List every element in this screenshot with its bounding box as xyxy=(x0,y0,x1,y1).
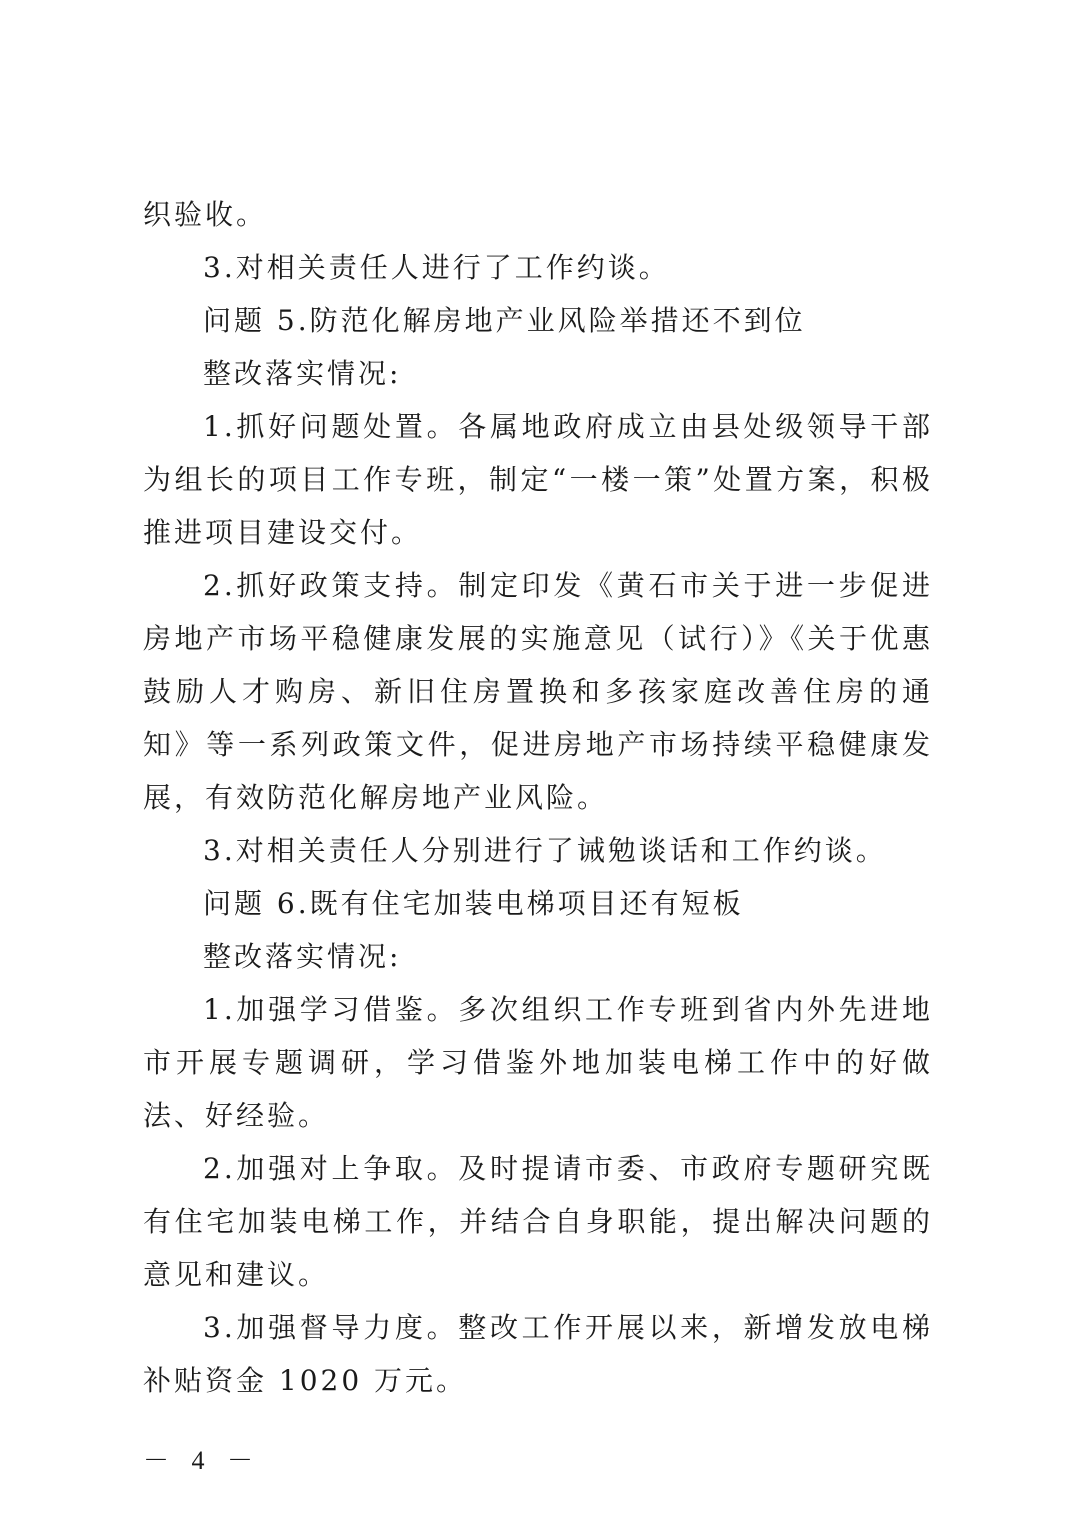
paragraph: 3.对相关责任人分别进行了诫勉谈话和工作约谈。 xyxy=(203,834,887,867)
issue-heading: 问题 5.防范化解房地产业风险举措还不到位 xyxy=(203,304,806,337)
paragraph: 1.抓好问题处置。各属地政府成立由县处级领导干部为组长的项目工作专班，制定“一楼一策”处置方案，积极推进项目建设交付。 xyxy=(143,410,933,549)
page-number: － 4 － xyxy=(143,1446,262,1475)
paragraph: 3.对相关责任人进行了工作约谈。 xyxy=(203,251,670,284)
paragraph: 2.加强对上争取。及时提请市委、市政府专题研究既有住宅加装电梯工作，并结合自身职能，提出解决问题的意见和建议。 xyxy=(143,1152,933,1291)
paragraph: 织验收。 xyxy=(143,198,268,231)
body-text xyxy=(143,188,933,1407)
rectification-heading: 整改落实情况: xyxy=(203,357,402,390)
rectification-heading: 整改落实情况: xyxy=(203,940,402,973)
paragraph: 2.抓好政策支持。制定印发《黄石市关于进一步促进房地产市场平稳健康发展的实施意见（试行）》《关于优惠鼓励人才购房、新旧住房置换和多孩家庭改善住房的通知》等一系列政策文件，促进房地产市场持续平稳健康发展，有效防范化解房地产业风险。 xyxy=(143,569,933,814)
paragraph: 1.加强学习借鉴。多次组织工作专班到省内外先进地市开展专题调研，学习借鉴外地加装电梯工作中的好做法、好经验。 xyxy=(143,993,933,1132)
issue-heading: 问题 6.既有住宅加装电梯项目还有短板 xyxy=(203,887,744,920)
paragraph: 3.加强督导力度。整改工作开展以来，新增发放电梯补贴资金 1020 万元。 xyxy=(143,1311,933,1397)
